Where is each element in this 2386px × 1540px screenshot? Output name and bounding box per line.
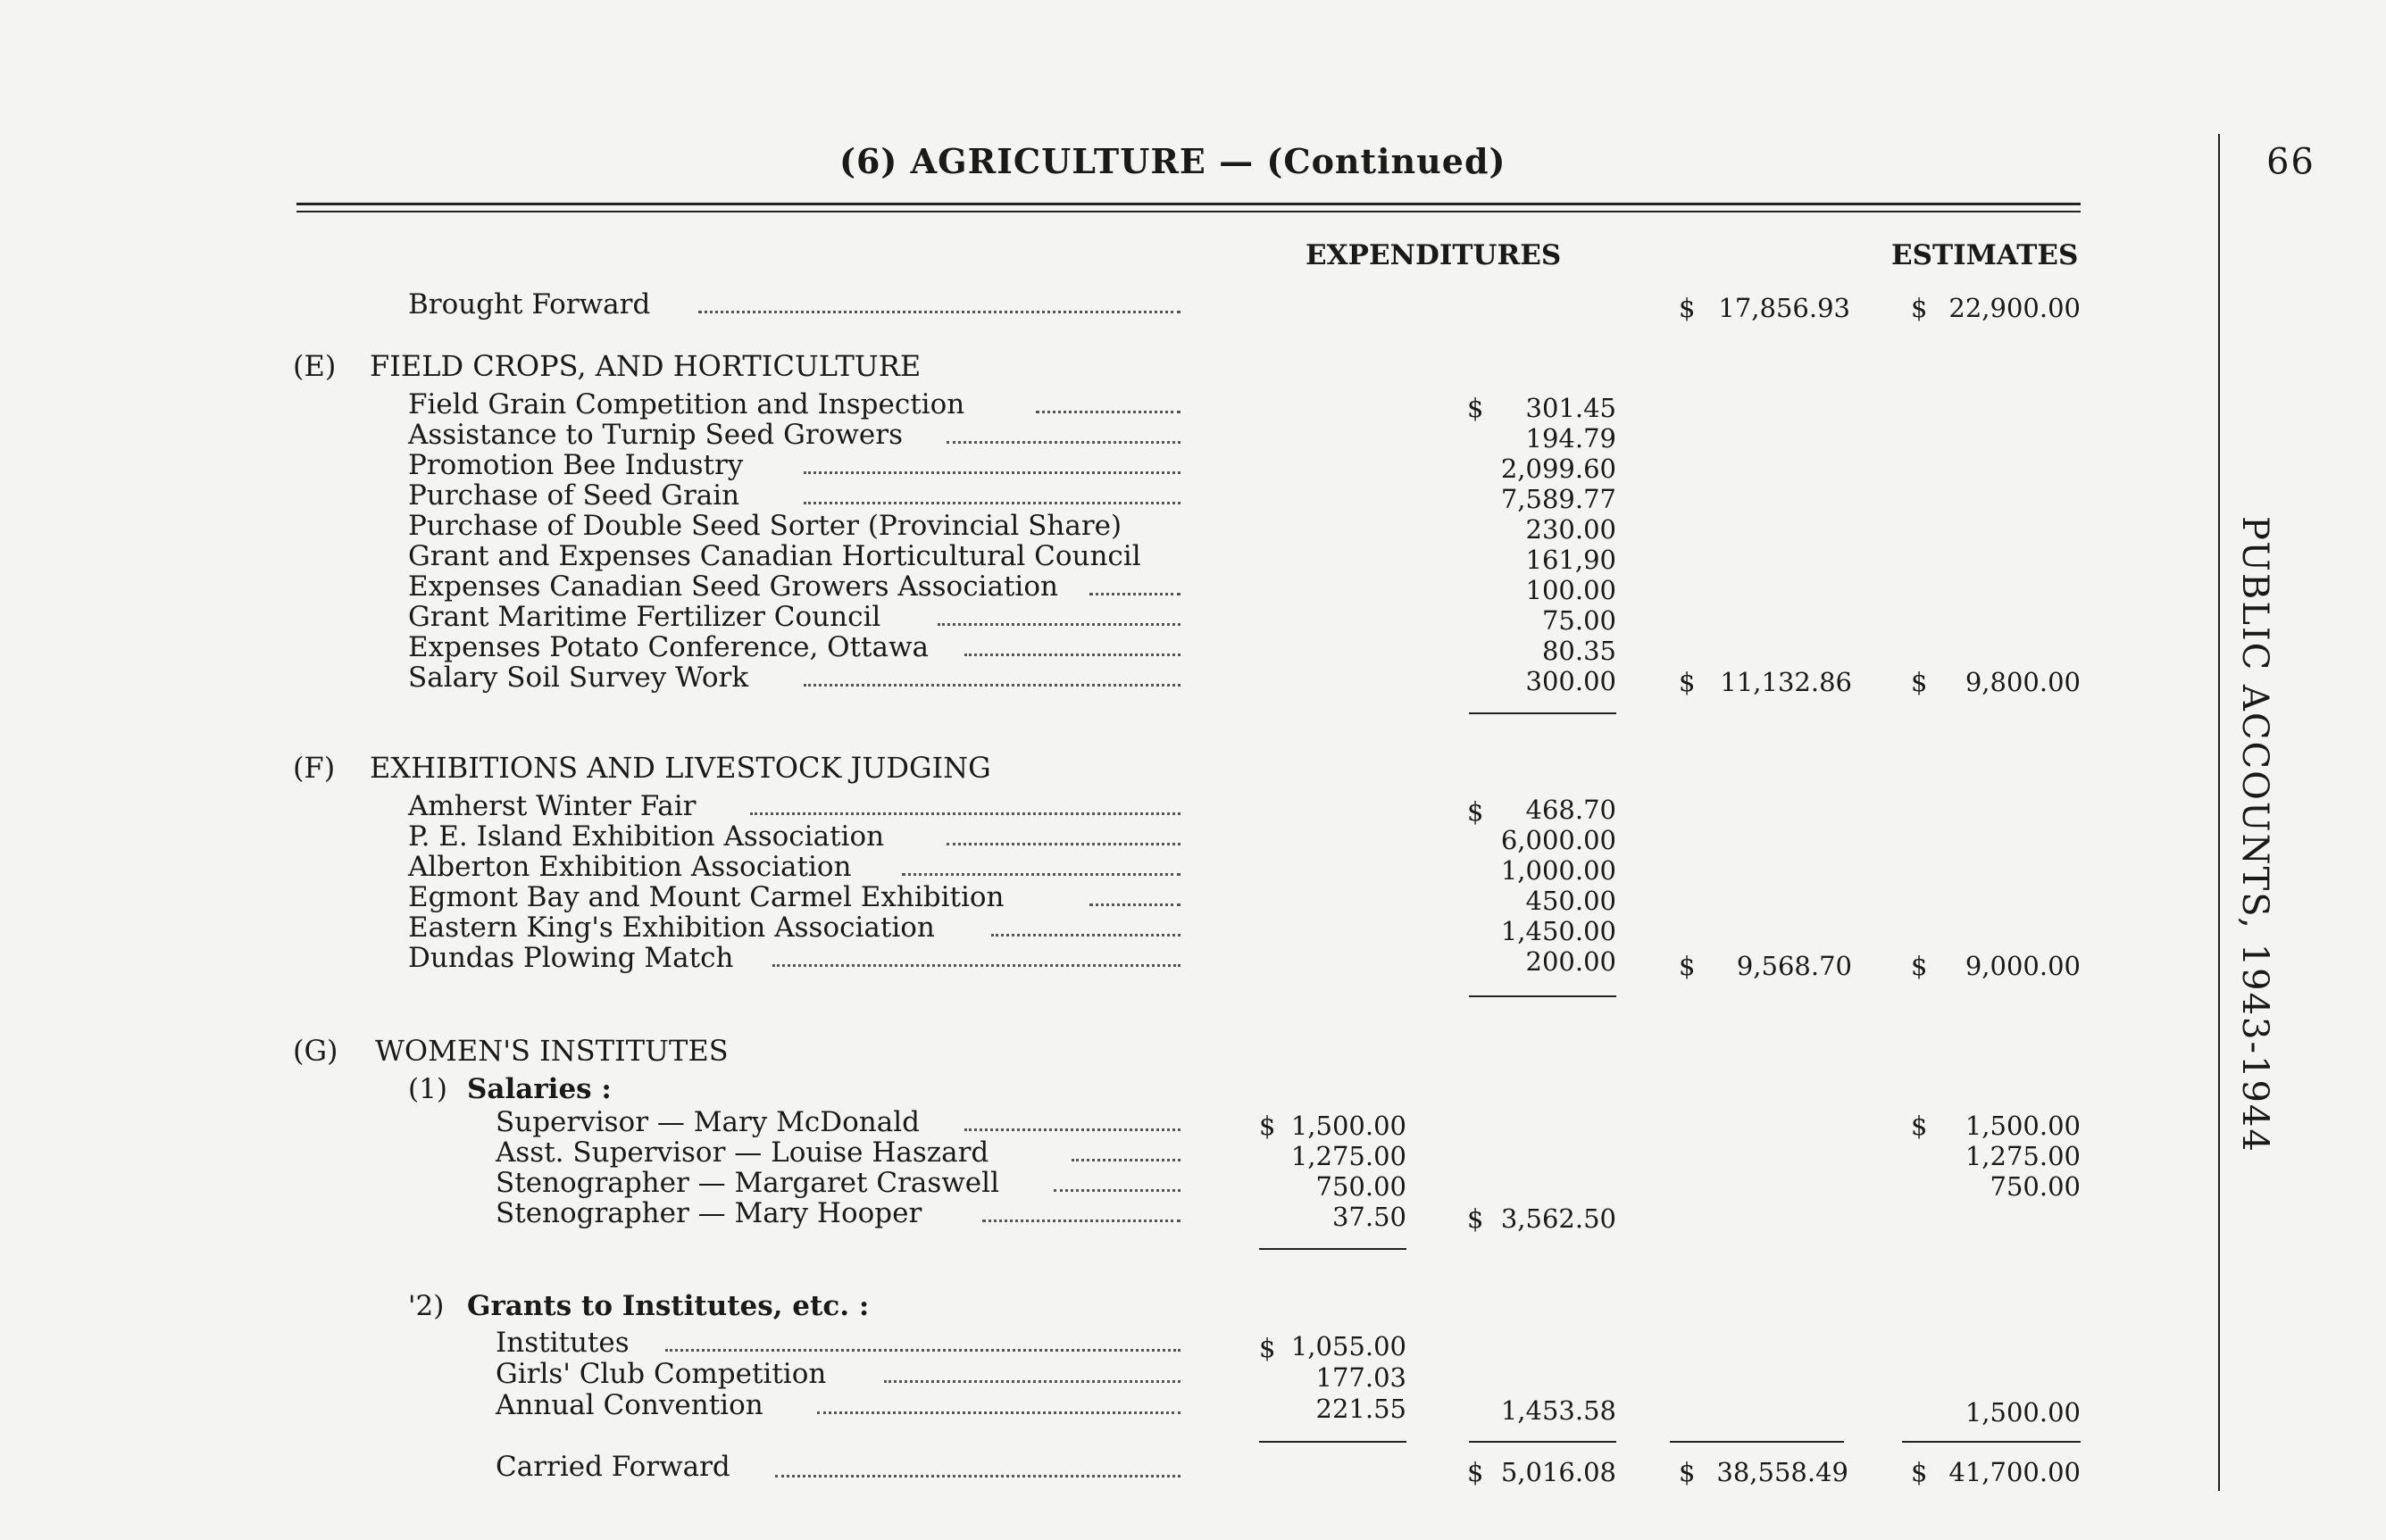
leader-dots xyxy=(884,1377,1180,1383)
final-rule xyxy=(1670,1441,1844,1443)
line-item-amount: 1,055.00 xyxy=(1290,1331,1406,1361)
line-item-amount: 2,099.60 xyxy=(1500,454,1616,484)
line-item-label: Amherst Winter Fair xyxy=(408,790,697,822)
side-running-title: PUBLIC ACCOUNTS, 1943-1944 xyxy=(2234,516,2275,1153)
leader-dots xyxy=(1072,1155,1180,1161)
sub1-title: Salaries : xyxy=(467,1073,612,1105)
line-item-amount: 230.00 xyxy=(1525,514,1616,545)
leader-dots xyxy=(947,437,1180,444)
line-item-label: Supervisor — Mary McDonald xyxy=(496,1106,920,1138)
leader-dots xyxy=(1054,1186,1180,1192)
final-rule xyxy=(1259,1441,1406,1443)
sub2-subtotal: 1,453.58 xyxy=(1500,1395,1616,1426)
line-item-label: Grant Maritime Fertilizer Council xyxy=(408,601,881,633)
line-item-estimate: 750.00 xyxy=(1990,1171,2081,1202)
carried-forward-estimate: 41,700.00 xyxy=(1948,1457,2081,1487)
dollar-sign: $ xyxy=(1679,667,1696,697)
section-e-estimate: 9,800.00 xyxy=(1965,667,2081,697)
line-item-label: Eastern King's Exhibition Association xyxy=(408,912,935,944)
line-item-amount: 1,450.00 xyxy=(1500,916,1616,946)
section-f-total: 9,568.70 xyxy=(1736,951,1852,981)
section-f-sum-rule xyxy=(1469,995,1616,997)
sub2-estimate: 1,500.00 xyxy=(1965,1397,2081,1428)
line-item-amount: 37.50 xyxy=(1331,1202,1406,1232)
leader-dots xyxy=(964,650,1180,656)
line-item-amount: 7,589.77 xyxy=(1500,484,1616,514)
leader-dots xyxy=(947,839,1180,845)
expenditures-heading: EXPENDITURES xyxy=(1306,239,1562,271)
line-item-label: Purchase of Seed Grain xyxy=(408,479,740,512)
dollar-sign: $ xyxy=(1679,951,1696,981)
leader-dots xyxy=(991,930,1180,936)
line-item-label: Field Grain Competition and Inspection xyxy=(408,388,965,420)
dollar-sign: $ xyxy=(1911,293,1928,323)
line-item-amount: 80.35 xyxy=(1541,636,1616,666)
line-item-amount: 200.00 xyxy=(1525,946,1616,977)
estimates-heading: ESTIMATES xyxy=(1891,239,2079,271)
line-item-label: Expenses Canadian Seed Growers Association xyxy=(408,570,1058,603)
dollar-sign: $ xyxy=(1679,293,1696,323)
leader-dots xyxy=(665,1345,1180,1352)
leader-dots xyxy=(698,307,1180,313)
dollar-sign: $ xyxy=(1259,1111,1276,1141)
line-item-amount: 6,000.00 xyxy=(1500,825,1616,855)
header-rule-top xyxy=(296,203,2081,205)
dollar-sign: $ xyxy=(1467,1457,1484,1487)
dollar-sign: $ xyxy=(1911,667,1928,697)
line-item-amount: 468.70 xyxy=(1525,795,1616,825)
leader-dots xyxy=(964,1125,1180,1131)
leader-dots xyxy=(775,1471,1180,1478)
line-item-amount: 221.55 xyxy=(1315,1394,1406,1424)
line-item-label: Expenses Potato Conference, Ottawa xyxy=(408,631,930,663)
sub2-number: '2) xyxy=(408,1290,445,1322)
dollar-sign: $ xyxy=(1467,796,1484,827)
section-e-total: 11,132.86 xyxy=(1720,667,1852,697)
section-e-sum-rule xyxy=(1469,712,1616,714)
line-item-amount: 450.00 xyxy=(1525,886,1616,916)
brought-forward-total: 17,856.93 xyxy=(1718,293,1850,323)
brought-forward-estimate: 22,900.00 xyxy=(1948,293,2081,323)
line-item-amount: 161,90 xyxy=(1525,545,1616,575)
line-item-label: Dundas Plowing Match xyxy=(408,942,734,974)
brought-forward-label: Brought Forward xyxy=(408,288,651,320)
line-item-label: Purchase of Double Seed Sorter (Provincial Share) xyxy=(408,510,1122,542)
line-item-amount: 75.00 xyxy=(1541,605,1616,636)
section-g-title: WOMEN'S INSTITUTES xyxy=(375,1034,729,1068)
line-item-amount: 1,275.00 xyxy=(1290,1141,1406,1171)
leader-dots xyxy=(1036,407,1180,413)
line-item-amount: 1,000.00 xyxy=(1500,855,1616,886)
header-rule-bottom xyxy=(296,211,2081,212)
line-item-label: P. E. Island Exhibition Association xyxy=(408,820,885,853)
section-e-letter: (E) xyxy=(293,349,337,383)
line-item-amount: 1,500.00 xyxy=(1290,1111,1406,1141)
leader-dots xyxy=(1089,900,1180,906)
line-item-label: Institutes xyxy=(496,1327,630,1359)
carried-forward-label: Carried Forward xyxy=(496,1451,730,1483)
line-item-amount: 100.00 xyxy=(1525,575,1616,605)
line-item-amount: 177.03 xyxy=(1315,1362,1406,1393)
section-e-title: FIELD CROPS, AND HORTICULTURE xyxy=(370,349,922,383)
carried-forward-expenditure: 5,016.08 xyxy=(1500,1457,1616,1487)
leader-dots xyxy=(982,1216,1180,1222)
section-f-title: EXHIBITIONS AND LIVESTOCK JUDGING xyxy=(370,751,991,785)
sub1-sum-rule xyxy=(1259,1248,1406,1250)
section-g-letter: (G) xyxy=(293,1034,338,1068)
leader-dots xyxy=(772,961,1180,967)
leader-dots xyxy=(804,498,1180,504)
sub1-number: (1) xyxy=(408,1073,447,1105)
leader-dots xyxy=(817,1408,1180,1414)
line-item-amount: 750.00 xyxy=(1315,1171,1406,1202)
leader-dots xyxy=(1089,589,1180,595)
line-item-label: Girls' Club Competition xyxy=(496,1358,827,1390)
dollar-sign: $ xyxy=(1467,393,1484,423)
section-f-estimate: 9,000.00 xyxy=(1965,951,2081,981)
line-item-label: Grant and Expenses Canadian Horticultural Council xyxy=(408,540,1141,572)
line-item-label: Asst. Supervisor — Louise Haszard xyxy=(496,1136,989,1169)
line-item-estimate: 1,275.00 xyxy=(1965,1141,2081,1171)
line-item-label: Promotion Bee Industry xyxy=(408,449,744,481)
line-item-label: Salary Soil Survey Work xyxy=(408,662,749,694)
side-rule xyxy=(2218,134,2220,1491)
dollar-sign: $ xyxy=(1911,951,1928,981)
final-rule xyxy=(1469,1441,1616,1443)
line-item-estimate: 1,500.00 xyxy=(1965,1111,2081,1141)
page-title: (6) AGRICULTURE — (Continued) xyxy=(839,141,1506,181)
line-item-label: Assistance to Turnip Seed Growers xyxy=(408,419,903,451)
line-item-amount: 300.00 xyxy=(1525,666,1616,696)
sub1-subtotal: 3,562.50 xyxy=(1500,1203,1616,1234)
leader-dots xyxy=(902,870,1180,876)
section-f-letter: (F) xyxy=(293,751,336,785)
dollar-sign: $ xyxy=(1467,1203,1484,1234)
leader-dots xyxy=(804,468,1180,474)
leader-dots xyxy=(804,680,1180,687)
final-rule xyxy=(1902,1441,2081,1443)
sub2-title: Grants to Institutes, etc. : xyxy=(467,1290,870,1322)
line-item-label: Stenographer — Margaret Craswell xyxy=(496,1167,999,1199)
line-item-amount: 194.79 xyxy=(1525,423,1616,454)
dollar-sign: $ xyxy=(1679,1457,1696,1487)
line-item-label: Egmont Bay and Mount Carmel Exhibition xyxy=(408,881,1005,913)
leader-dots xyxy=(750,809,1180,815)
leader-dots xyxy=(938,620,1180,626)
line-item-label: Annual Convention xyxy=(496,1389,763,1421)
carried-forward-total: 38,558.49 xyxy=(1716,1457,1848,1487)
dollar-sign: $ xyxy=(1911,1111,1928,1141)
dollar-sign: $ xyxy=(1911,1457,1928,1487)
line-item-amount: 301.45 xyxy=(1525,393,1616,423)
line-item-label: Alberton Exhibition Association xyxy=(408,851,852,883)
dollar-sign: $ xyxy=(1259,1333,1276,1363)
side-page-number: 99 xyxy=(2265,138,2314,179)
line-item-label: Stenographer — Mary Hooper xyxy=(496,1197,922,1229)
